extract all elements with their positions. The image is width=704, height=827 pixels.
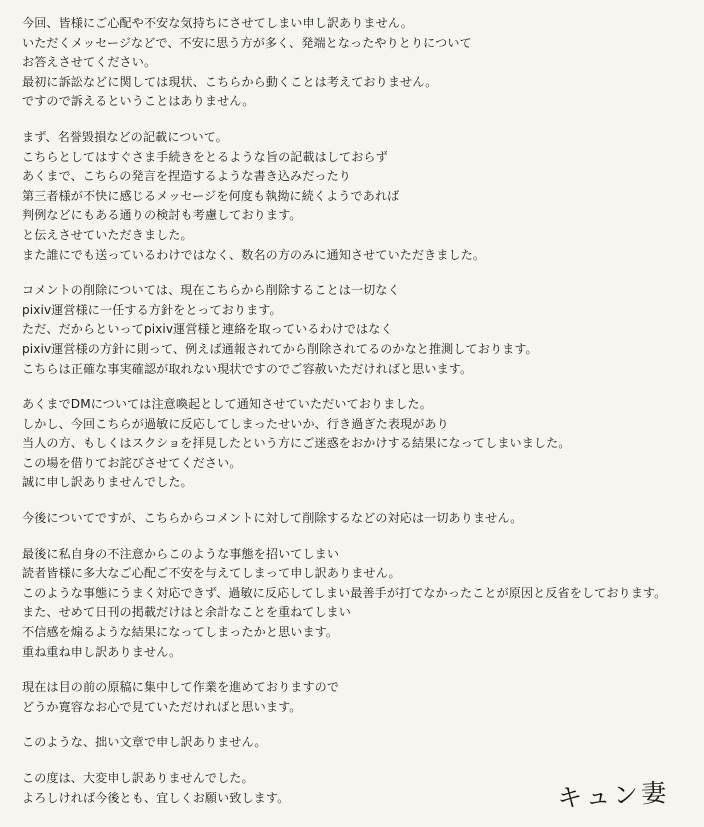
text-line: 重ね重ね申し訳ありません。 bbox=[22, 644, 182, 659]
paragraph-5 bbox=[22, 509, 682, 529]
text-line: いただくメッセージなどで、不安に思う方が多く、発端となったやりとりについて bbox=[22, 35, 472, 50]
text-line: この場を借りてお詫びさせてください。 bbox=[22, 455, 242, 470]
text-line: 不信感を煽るような結果になってしまったかと思います。 bbox=[22, 625, 339, 640]
text-line: 最後に私自身の不注意からこのような事態を招いてしまい bbox=[22, 546, 340, 561]
text-line: また、せめて日刊の掲載だけはと余計なことを重ねてしまい bbox=[22, 605, 351, 620]
text-line: この度は、大変申し訳ありませんでした。 bbox=[22, 771, 254, 785]
text-line: このような、拙い文章で申し訳ありません。 bbox=[22, 735, 267, 750]
text-line: まず、名誉毀損などの記載について。 bbox=[22, 129, 228, 144]
text-line: また誰にでも送っているわけではなく、数名の方のみに通知させていただきました。 bbox=[22, 247, 486, 262]
text-line: 判例などにもある通りの検討も考慮しております。 bbox=[22, 208, 302, 223]
document-body bbox=[22, 14, 682, 808]
text-line: 現在は目の前の原稿に集中して作業を進めておりますので bbox=[22, 680, 340, 695]
text-line: こちらとしてはすぐさま手続きをとるような旨の記載はしておらず bbox=[22, 149, 388, 164]
text-line: 誠に申し訳ありませんでした。 bbox=[22, 475, 193, 490]
text-line: どうか寛容なお心で見ていただければと思います。 bbox=[22, 699, 302, 714]
text-line: こちらは正確な事実確認が取れない現状ですのでご容赦いただければと思います。 bbox=[22, 361, 473, 376]
text-line: ですので訴えるということはありません。 bbox=[22, 94, 255, 109]
text-line: よろしければ今後とも、宜しくお願い致します。 bbox=[22, 790, 290, 805]
paragraph-7 bbox=[22, 678, 682, 717]
text-line: 今後についてですが、こちらからコメントに対して削除するなどの対応は一切ありません。 bbox=[22, 511, 523, 526]
paragraph-6 bbox=[22, 545, 682, 663]
paragraph-3 bbox=[22, 281, 682, 379]
text-line: あくまで、こちらの発言を捏造するような書き込みだったり bbox=[22, 169, 351, 184]
text-line: 読者皆様に多大なご心配ご不安を与えてしまって申し訳ありません。 bbox=[22, 566, 401, 581]
text-line: コメントの削除については、現在こちらから削除することは一切なく bbox=[22, 283, 400, 298]
text-line: このような事態にうまく対応できず、過敏に反応してしまい最善手が打てなかったことが原因と反省をしております。 bbox=[22, 585, 667, 600]
signature: キュン妻 bbox=[556, 778, 670, 813]
text-line: 最初に訴訟などに関しては現状、こちらから動くことは考えておりません。 bbox=[22, 74, 438, 89]
paragraph-1 bbox=[22, 14, 682, 112]
text-line: pixiv運営様の方針に則って、例えば通報されてから削除されてるのかなと推測しております。 bbox=[22, 341, 538, 356]
paragraph-4 bbox=[22, 395, 682, 493]
text-line: ただ、だからといってpixiv運営様と連絡を取っているわけではなく bbox=[22, 322, 393, 337]
paragraph-8 bbox=[22, 733, 682, 753]
text-line: しかし、今回こちらが過敏に反応してしまったせいか、行き過ぎた表現があり bbox=[22, 416, 449, 431]
text-line: 当人の方、もしくはスクショを拝見したという方にご迷惑をおかけする結果になってしまいました。 bbox=[22, 436, 571, 451]
text-line: と伝えさせていただきました。 bbox=[22, 227, 193, 242]
paragraph-2 bbox=[22, 128, 682, 265]
text-line: pixiv運営様に一任する方針をとっております。 bbox=[22, 302, 282, 317]
text-line: お答えさせてください。 bbox=[22, 55, 157, 70]
text-line: 第三者様が不快に感じるメッセージを何度も執拗に続くようであれば bbox=[22, 188, 400, 203]
text-line: あくまでDMについては注意喚起として通知させていただいておりました。 bbox=[22, 397, 432, 412]
text-line: 今回、皆様にご心配や不安な気持ちにさせてしまい申し訳ありません。 bbox=[22, 16, 413, 30]
